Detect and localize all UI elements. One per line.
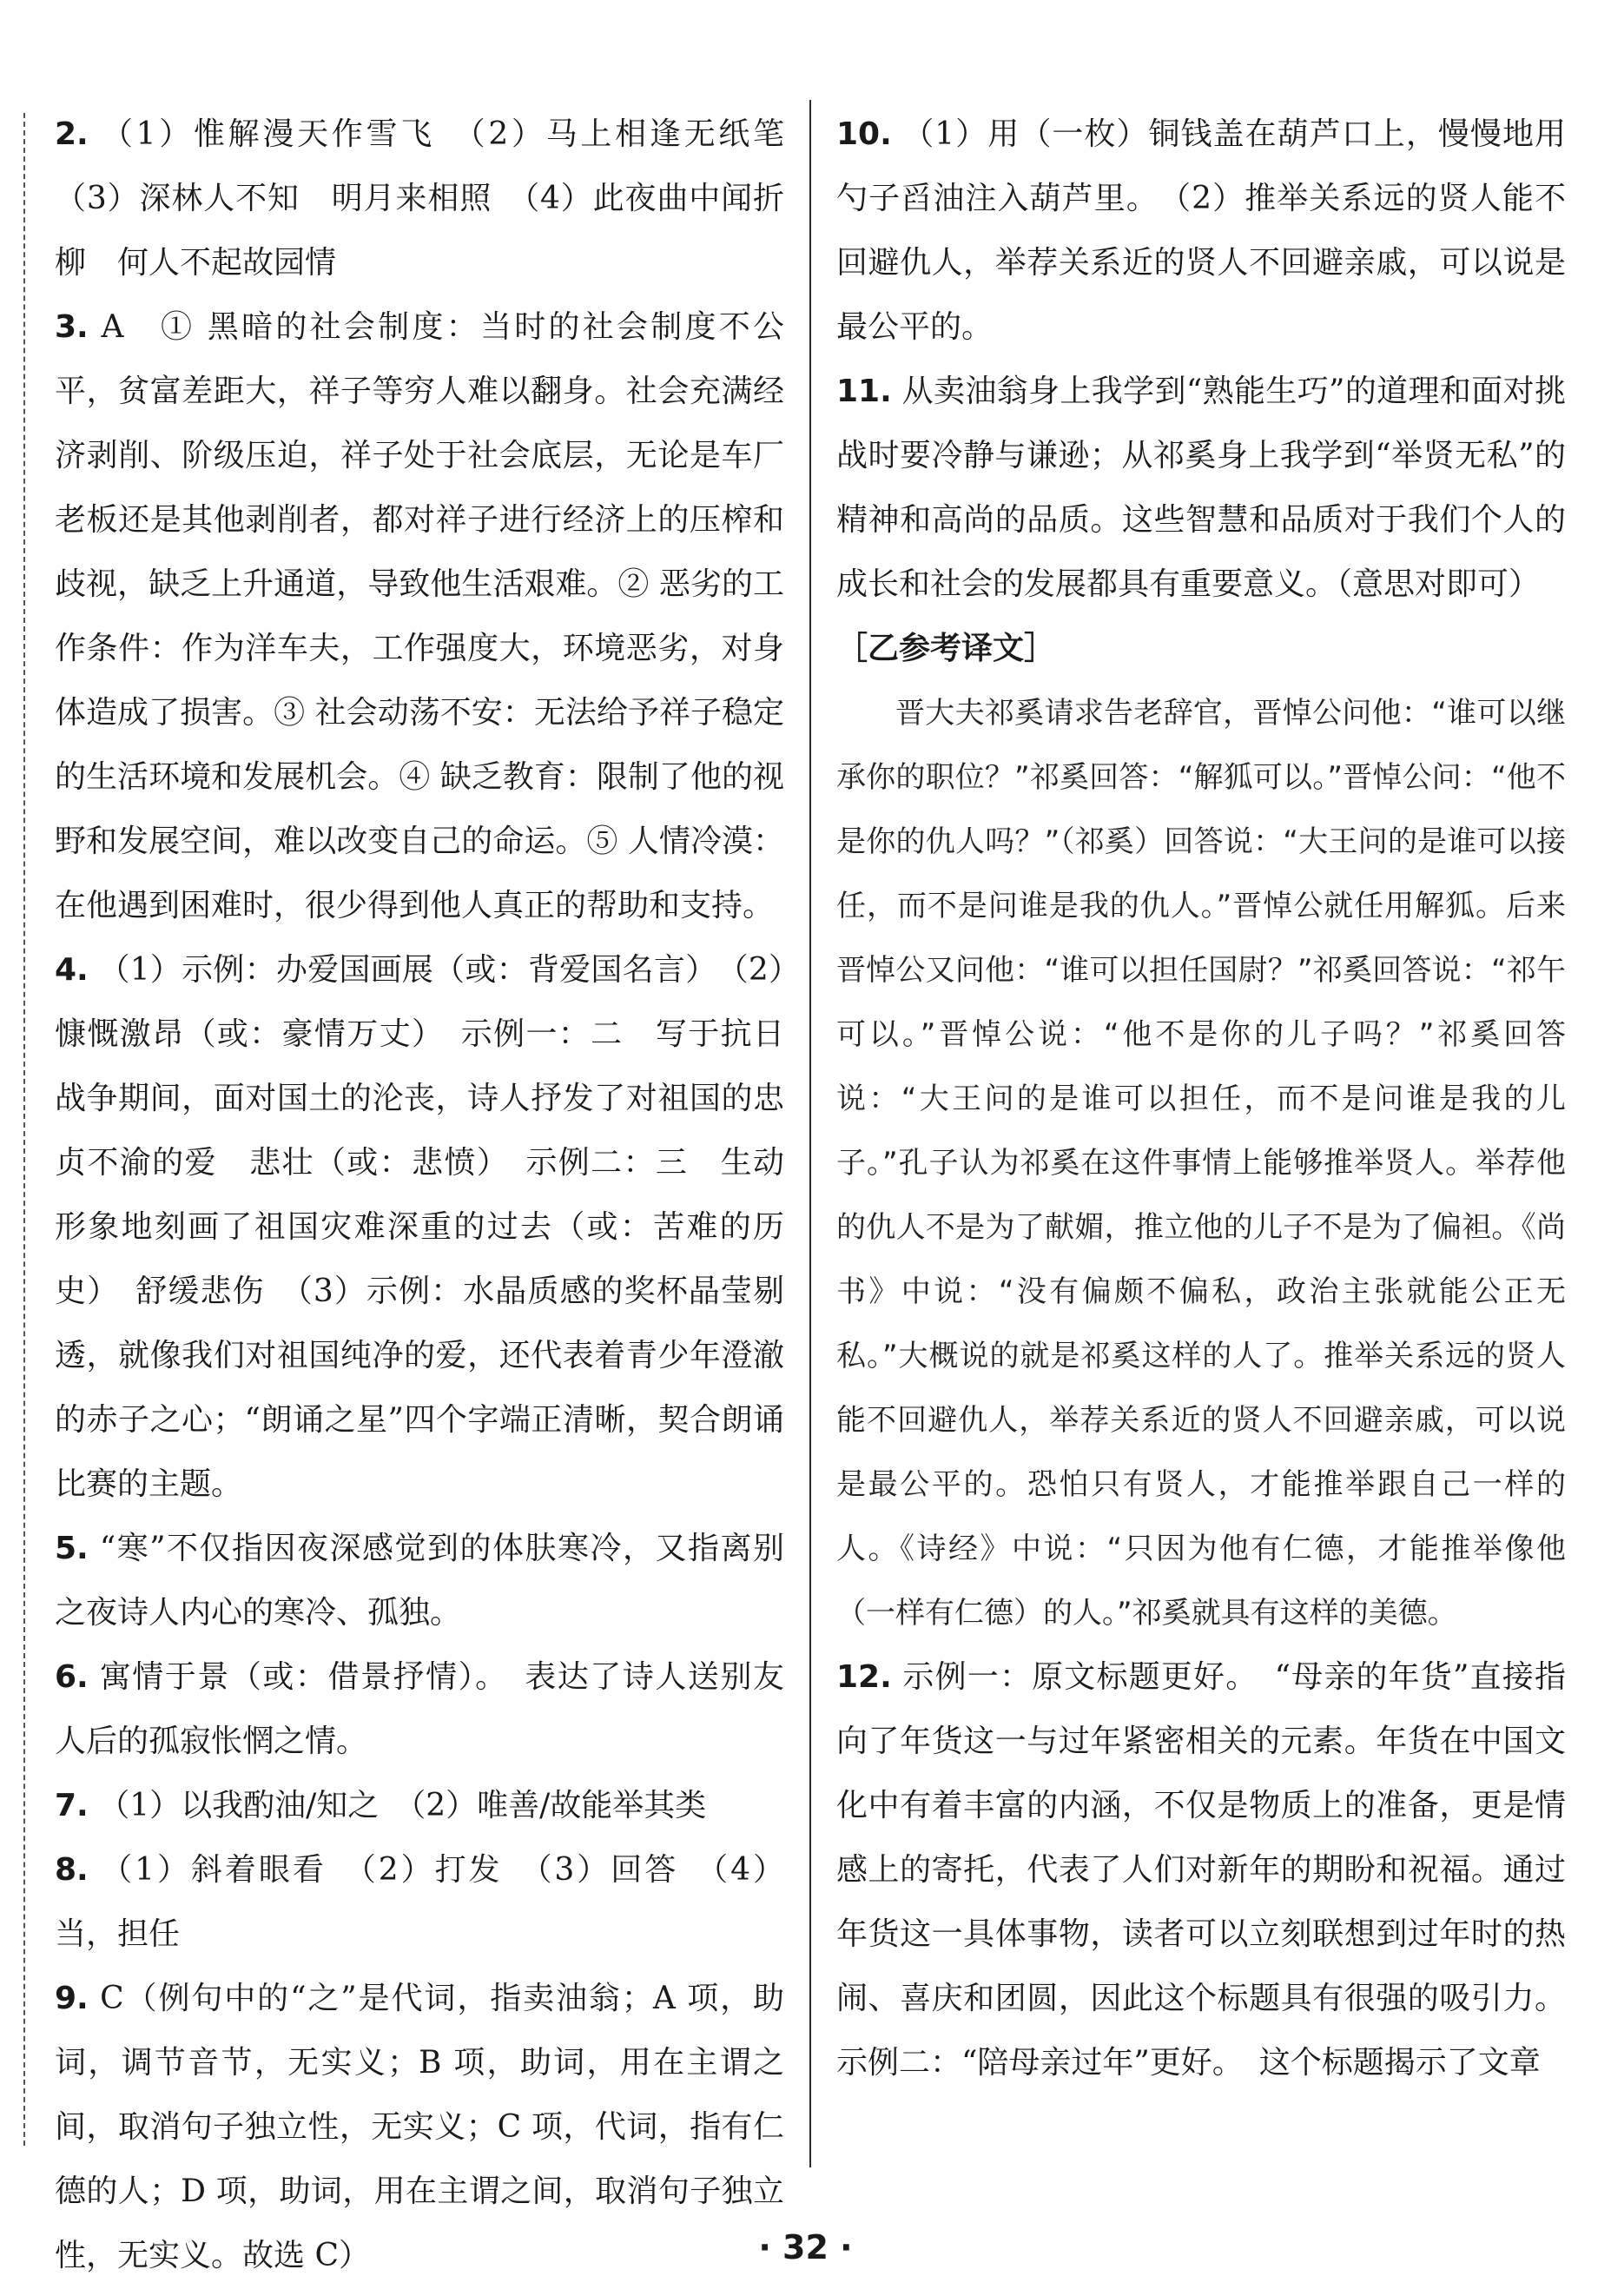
answer-text: A ① 黑暗的社会制度：当时的社会制度不公平，贫富差距大，祥子等穷人难以翻身。社会充满经济剥削、阶级压迫，祥子处于社会底层，无论是车厂老板还是其他剥削者，都对祥子进行经济上的压榨和歧视，缺乏上升通道，导致他生活艰难。② 恶劣的工作条件：作为洋车夫，工作强度大，环境恶劣，对身体造成了损害。③ 社会动荡不安：无法给予祥子稳定的生活环境和发展机会。④ 缺乏教育：限制了他的视野和发展空间，难以改变自己的命运。⑤ 人情冷漠：在他遇到困难时，很少得到他人真正的帮助和支持。 — [55, 309, 784, 923]
question-number: 7. — [55, 1788, 89, 1823]
question-number: 2. — [55, 116, 89, 152]
answer-text: （1）用（一枚）铜钱盖在葫芦口上，慢慢地用勺子舀油注入葫芦里。 （2）推举关系远的贤人能不回避仇人，举荐关系近的贤人不回避亲戚，可以说是最公平的。 — [836, 116, 1566, 345]
answer-text: 示例一：原文标题更好。 “母亲的年货”直接指向了年货这一与过年紧密相关的元素。年货在中国文化中有着丰富的内涵，不仅是物质上的准备，更是情感上的寄托，代表了人们对新年的期盼和祝福。通过年货这一具体事物，读者可以立刻联想到过年时的热闹、喜庆和团圆，因此这个标题具有很强的吸引力。示例二：“陪母亲过年”更好。 这个标题揭示了文章 — [836, 1659, 1566, 2081]
question-number: 9. — [55, 1981, 89, 2016]
question-number: 8. — [55, 1852, 89, 1888]
answer-text: 寓情于景（或：借景抒情）。 表达了诗人送别友人后的孤寂怅惘之情。 — [55, 1659, 784, 1759]
right-column — [836, 103, 1566, 2095]
question-number: 12. — [836, 1659, 892, 1695]
answer-10 — [836, 103, 1566, 360]
answer-4 — [55, 938, 784, 1517]
answer-11 — [836, 360, 1566, 617]
answer-text: （1）惟解漫天作雪飞 （2）马上相逢无纸笔 （3）深林人不知 明月来相照 （4）此夜曲中闻折柳 何人不起故园情 — [55, 116, 816, 281]
question-number: 4. — [55, 952, 89, 988]
answer-2 — [55, 103, 816, 295]
translation-heading: ［乙参考译文］ — [836, 631, 1056, 666]
question-number: 3. — [55, 309, 89, 345]
answer-text: 从卖油翁身上我学到“熟能生巧”的道理和面对挑战时要冷静与谦逊；从祁奚身上我学到“举贤无私”的精神和高尚的品质。这些智慧和品质对于我们个人的成长和社会的发展都具有重要意义。（意思对即可） — [836, 374, 1566, 602]
translation-paragraph: 晋大夫祁奚请求告老辞官，晋悼公问他：“谁可以继承你的职位？”祁奚回答：“解狐可以。”晋悼公问：“他不是你的仇人吗？”（祁奚）回答说：“大王问的是谁可以接任，而不是问谁是我的仇人。”晋悼公就任用解狐。后来晋悼公又问他：“谁可以担任国尉？”祁奚回答说：“祁午可以。”晋悼公说：“他不是你的儿子吗？”祁奚回答说：“大王问的是谁可以担任，而不是问谁是我的儿子。”孔子认为祁奚在这件事情上能够推举贤人。举荐他的仇人不是为了献媚，推立他的儿子不是为了偏袒。《尚书》中说：“没有偏颇不偏私，政治主张就能公正无私。”大概说的就是祁奚这样的人了。推举关系远的贤人能不回避仇人，举荐关系近的贤人不回避亲戚，可以说是最公平的。恐怕只有贤人，才能推举跟自己一样的人。《诗经》中说：“只因为他有仁德，才能推举像他（一样有仁德）的人。”祁奚就具有这样的美德。 — [836, 696, 1566, 1631]
answer-12 — [836, 1645, 1566, 2095]
question-number: 6. — [55, 1659, 89, 1695]
answer-text: （1）以我酌油/知之 （2）唯善/故能举其类 — [98, 1788, 707, 1823]
question-number: 11. — [836, 374, 892, 409]
answer-text: （1）斜着眼看 （2）打发 （3）回答 （4）当，担任 — [55, 1852, 784, 1952]
answer-7 — [55, 1774, 784, 1838]
answer-8 — [55, 1838, 784, 1967]
answer-text: （1）示例：办爱国画展（或：背爱国名言） （2）慷慨激昂（或：豪情万丈） 示例一：二 写于抗日战争期间，面对国土的沦丧，诗人抒发了对祖国的忠贞不渝的爱 悲壮（或：悲愤） 示例二：三 生动形象地刻画了祖国灾难深重的过去（或：苦难的历史） 舒缓悲伤 （3）示例：水晶质感的奖杯晶莹剔透，就像我们对祖国纯净的爱，还代表着青少年澄澈的赤子之心；“朗诵之星”四个字端正清晰，契合朗诵比赛的主题。 — [55, 952, 784, 1502]
answer-6 — [55, 1645, 784, 1774]
answer-text: “寒”不仅指因夜深感觉到的体肤寒冷，又指离别之夜诗人内心的寒冷、孤独。 — [55, 1531, 784, 1631]
answer-text: C（例句中的“之”是代词，指卖油翁；A 项，助词，调节音节，无实义；B 项，助词，用在主谓之间，取消句子独立性，无实义；C 项，代词，指有仁德的人；D 项，助词，用在主谓之间，取消句子独立性，无实义。故选 C） — [55, 1981, 784, 2273]
question-number: 5. — [55, 1531, 89, 1566]
answer-5 — [55, 1517, 784, 1645]
question-number: 10. — [836, 116, 892, 152]
page-number: · 32 · — [758, 2228, 853, 2266]
binding-dashed-line — [23, 113, 27, 2146]
column-divider — [809, 100, 811, 2167]
answer-3 — [55, 295, 784, 938]
